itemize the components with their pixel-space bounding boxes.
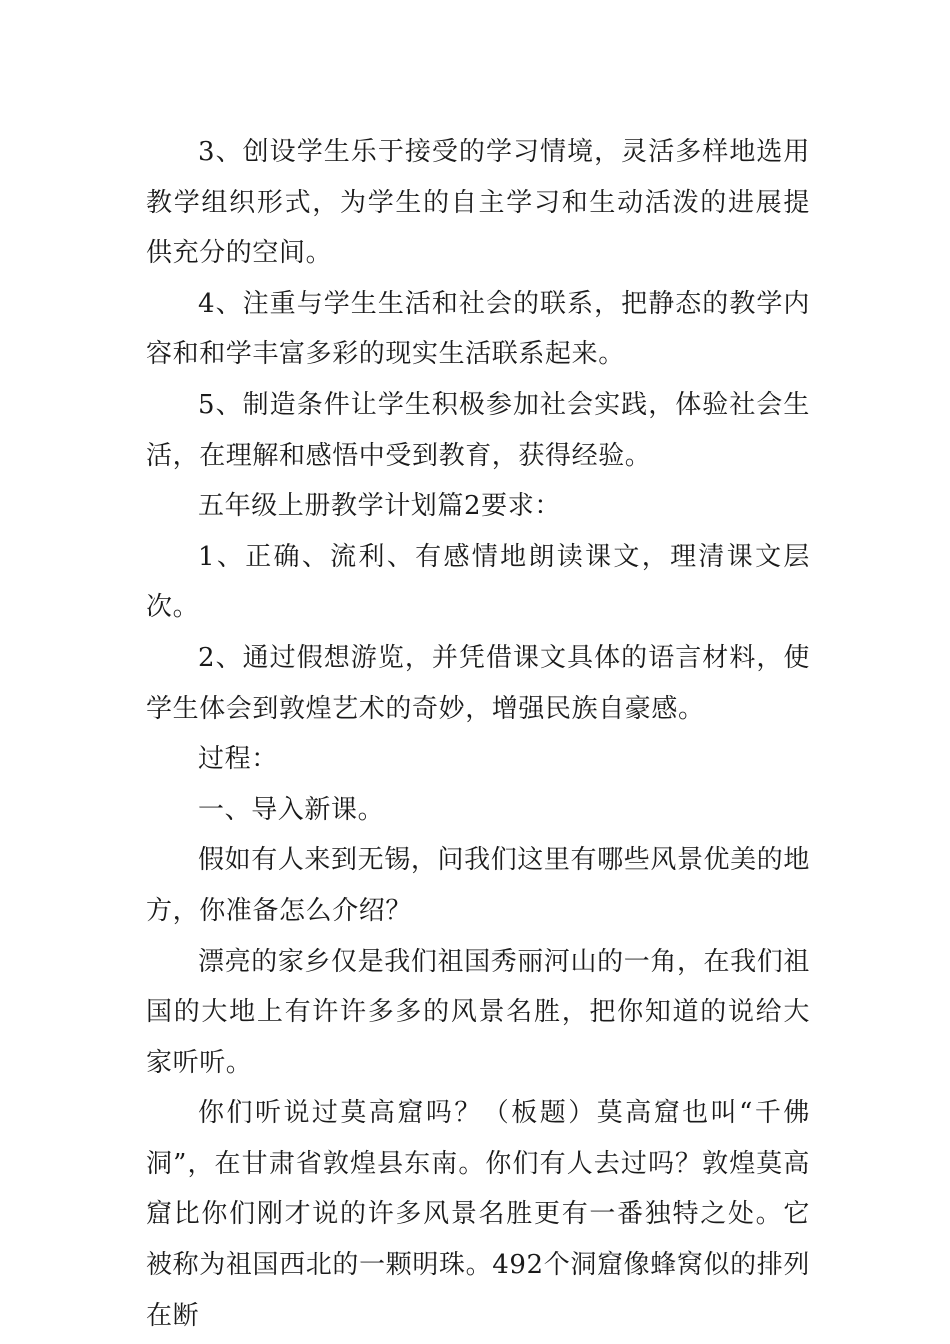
paragraph: 假如有人来到无锡，问我们这里有哪些风景优美的地方，你准备怎么介绍？ [146,845,810,926]
document-body [146,127,810,1341]
subheading: 一、导入新课。 [198,794,385,825]
subheading: 过程： [198,744,278,775]
paragraph: 漂亮的家乡仅是我们祖国秀丽河山的一角，在我们祖国的大地上有许许多多的风景名胜，把你知道的说给大家听听。 [146,946,810,1078]
paragraph: 你们听说过莫高窟吗？（板题）莫高窟也叫“千佛洞”，在甘肃省敦煌县东南。你们有人去过吗？敦煌莫高窟比你们刚才说的许多风景名胜更有一番独特之处。它被称为祖国西北的一颗明珠。492个洞窟像蜂窝似的排列在断 [146,1098,810,1331]
paragraph: 2、通过假想游览，并凭借课文具体的语言材料，使学生体会到敦煌艺术的奇妙，增强民族自豪感。 [146,642,810,724]
paragraph: 1、正确、流利、有感情地朗读课文，理清课文层次。 [146,541,810,623]
section-heading: 五年级上册教学计划篇2要求： [198,491,561,522]
paragraph: 4、注重与学生生活和社会的联系，把静态的教学内容和和学丰富多彩的现实生活联系起来。 [146,288,810,370]
paragraph: 3、创设学生乐于接受的学习情境，灵活多样地选用教学组织形式，为学生的自主学习和生动活泼的进展提供充分的空间。 [146,137,810,269]
paragraph: 5、制造条件让学生积极参加社会实践，体验社会生活，在理解和感悟中受到教育，获得经验。 [146,389,810,471]
